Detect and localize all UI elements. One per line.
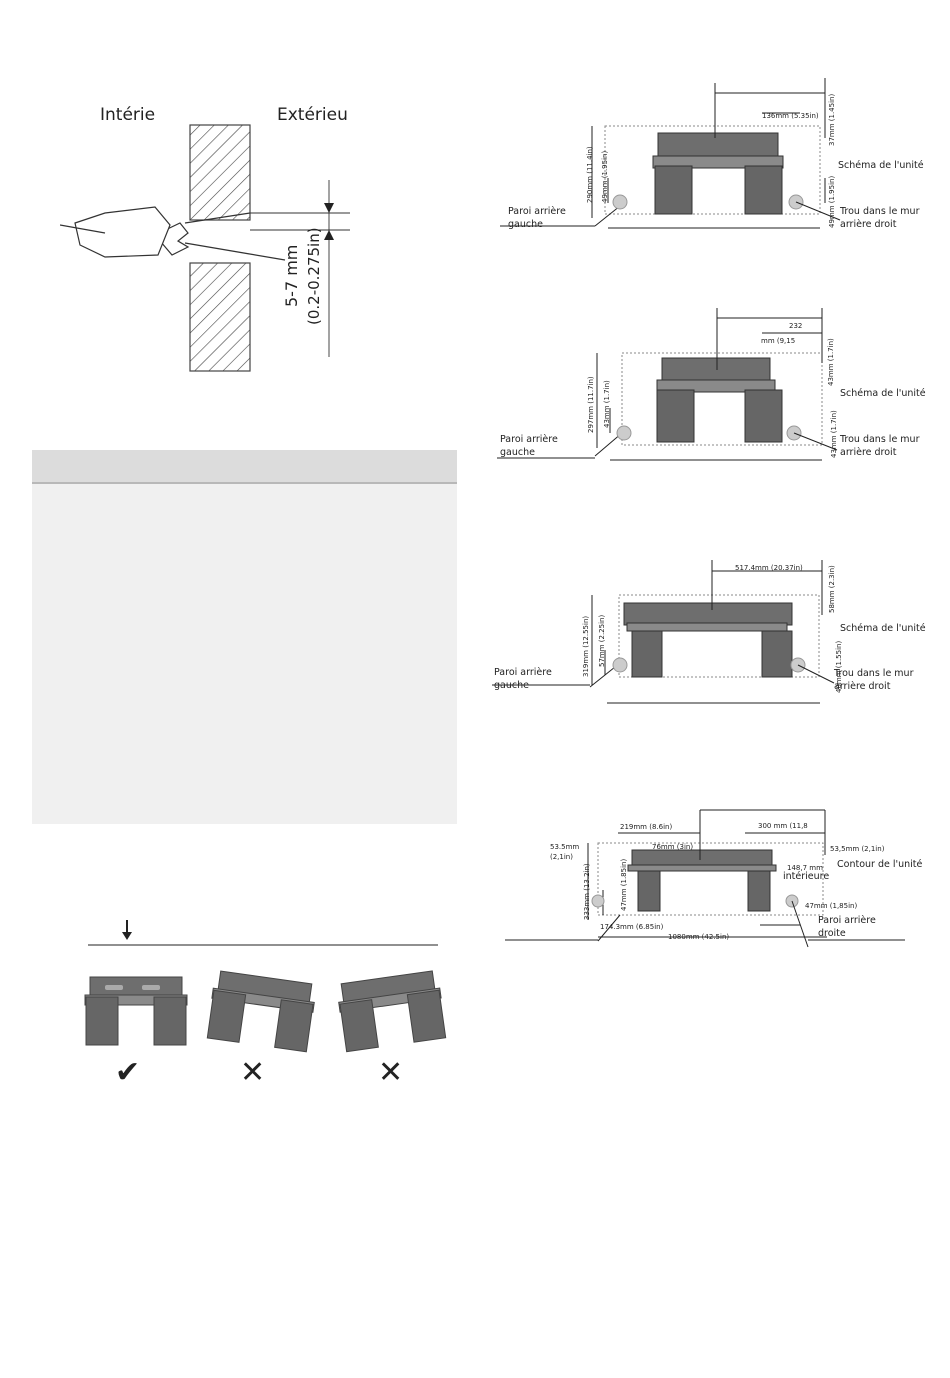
dim-right-top: 58mm (2.3in): [828, 565, 836, 613]
dim-1487: 148,7 mm: [787, 864, 823, 872]
left-wall-label-1: Paroi arrière: [494, 667, 552, 678]
right-hole-label-2: arrière droit: [834, 681, 891, 692]
dim-232: 232: [789, 322, 803, 330]
level-check-section: [80, 915, 450, 1095]
dim-height: 290mm (11.4in): [586, 146, 594, 203]
cross-icon: ✕: [240, 1056, 266, 1089]
right-hole-label-1: Trou dans le mur: [834, 668, 914, 679]
dim-right-top: 300 mm (11,8: [758, 822, 808, 830]
mounting-plate-diagram-3: [492, 555, 932, 715]
info-box-divider: [32, 482, 457, 484]
wall-upper-section: [190, 125, 250, 220]
dim-top: 136mm (5.35in): [762, 112, 819, 120]
dim-right-small: 47mm (1,85in): [805, 902, 858, 910]
dim-right-top: 37mm (1.45in): [828, 93, 836, 146]
outdoor-label: Extérieu: [277, 105, 348, 125]
dim-total: 1080mm (42.5in): [668, 933, 730, 941]
mounting-plate-diagram-4: [500, 805, 940, 960]
cross-icon: ✕: [378, 1056, 404, 1089]
unit-outline-label: Schéma de l'unité: [840, 623, 926, 634]
dim-right-bottom: 49mm (1.95in): [828, 175, 836, 228]
dim-side-right: 53,5mm (2,1in): [830, 845, 885, 853]
unit-outline-label-2: intérieure: [783, 871, 830, 882]
plate-tilted-right: [206, 970, 316, 1052]
right-wall-label-2: droite: [818, 928, 846, 939]
dim-left-small: 47mm (1.85in): [620, 858, 628, 911]
dim-top: 517.4mm (20.37in): [735, 564, 803, 572]
dim-right-top: 43mm (1.7in): [827, 338, 835, 386]
right-hole-label-1: Trou dans le mur: [840, 206, 920, 217]
dim-left-bottom: 49mm (1.95in): [601, 150, 609, 203]
dim-height: 297mm (11.7in): [587, 376, 595, 433]
left-wall-label-2: gauche: [508, 219, 543, 230]
dim-side-left-2: (2,1in): [550, 853, 573, 861]
left-wall-hole: [617, 426, 631, 440]
dim-left-bottom: 57mm (2.25in): [598, 614, 606, 667]
unit-outline-label: Schéma de l'unité: [838, 160, 924, 171]
dim-right-bottom: 43mm (1.7in): [830, 410, 838, 458]
dim-left-top: 219mm (8.6in): [620, 823, 673, 831]
check-icon: ✔: [115, 1056, 141, 1089]
right-hole-label-2: arrière droit: [840, 219, 897, 230]
dim-height: 333mm (13.2in): [583, 863, 591, 920]
mounting-plate-diagram-2: [497, 308, 927, 473]
slope-mm-label: 5-7 mm: [282, 244, 301, 307]
wall-lower-section: [190, 263, 250, 371]
left-wall-hole: [613, 195, 627, 209]
left-wall-hole: [613, 658, 627, 672]
slope-in-label: (0.2-0.275in): [305, 227, 323, 325]
right-wall-label-1: Paroi arrière: [818, 915, 876, 926]
dim-mid: 76mm (3in): [652, 843, 694, 851]
plate-tilted-left: [336, 970, 446, 1052]
dim-915: mm (9,15: [761, 337, 796, 345]
dim-right-bottom: 40mm (1.55in): [835, 640, 843, 693]
info-box-header: [32, 450, 457, 482]
dim-1743: 174.3mm (6.85in): [600, 923, 664, 931]
plate-level: [85, 977, 187, 1045]
dim-left-bottom: 43mm (1.7in): [603, 380, 611, 428]
unit-outline-label: Schéma de l'unité: [840, 388, 926, 399]
info-box: [32, 450, 457, 824]
left-wall-label-1: Paroi arrière: [508, 206, 566, 217]
right-hole-label-2: arrière droit: [840, 447, 897, 458]
wall-drilling-diagram: [60, 95, 440, 385]
left-wall-label-2: gauche: [500, 447, 535, 458]
unit-outline-label: Contour de l'unité: [837, 859, 923, 870]
left-wall-label-2: gauche: [494, 680, 529, 691]
dim-height: 319mm (12.55in): [582, 615, 590, 677]
right-hole-label-1: Trou dans le mur: [840, 434, 920, 445]
left-wall-label-1: Paroi arrière: [500, 434, 558, 445]
indoor-label: Intérie: [100, 105, 156, 125]
dim-side-left-1: 53.5mm: [550, 843, 580, 851]
left-wall-hole: [592, 895, 604, 907]
mounting-plate-diagram-1: [500, 78, 930, 243]
